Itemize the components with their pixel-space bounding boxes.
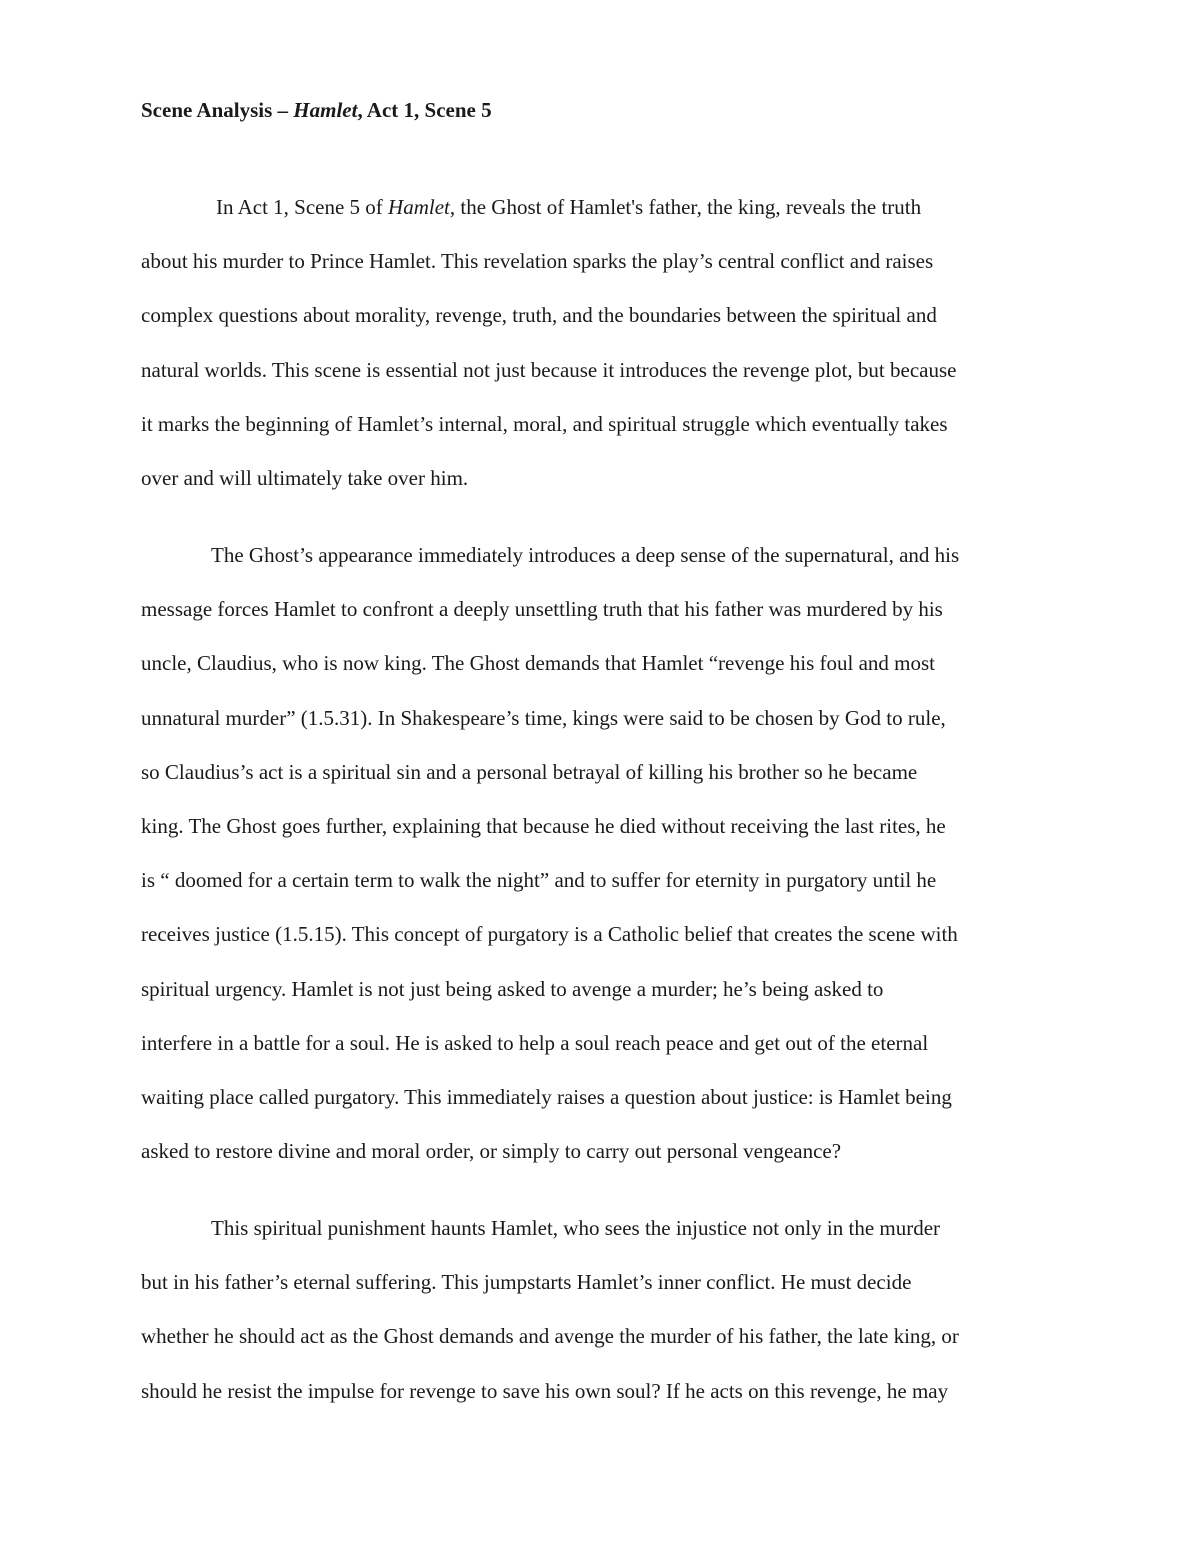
title-prefix: Scene Analysis – (141, 98, 294, 122)
paragraph-line: message forces Hamlet to confront a deeply unsettling truth that his father was murdered by his (141, 597, 943, 622)
paragraph-line: about his murder to Prince Hamlet. This revelation sparks the play’s central conflict and raises (141, 249, 934, 274)
paragraph-1 (141, 180, 1061, 505)
paragraph-line: complex questions about morality, revenge, truth, and the boundaries between the spiritual and (141, 303, 937, 328)
paragraph-line: it marks the beginning of Hamlet’s internal, moral, and spiritual struggle which eventually takes (141, 411, 948, 436)
paragraph-line: unnatural murder” (1.5.31). In Shakespeare’s time, kings were said to be chosen by God to rule, (141, 705, 946, 730)
paragraph-line: whether he should act as the Ghost demands and avenge the murder of his father, the late king, or (141, 1324, 959, 1349)
paragraph-line: In Act 1, Scene 5 of Hamlet, the Ghost of Hamlet's father, the king, reveals the truth (216, 195, 922, 219)
paragraph-line: asked to restore divine and moral order, or simply to carry out personal vengeance? (141, 1139, 842, 1164)
paragraph-3 (141, 1201, 1061, 1418)
paragraph-line: over and will ultimately take over him. (141, 466, 469, 491)
paragraph-line: interfere in a battle for a soul. He is asked to help a soul reach peace and get out of the eternal (141, 1030, 929, 1055)
paragraph-line: should he resist the impulse for revenge to save his own soul? If he acts on this revenge, he may (141, 1378, 949, 1403)
paragraph-line: uncle, Claudius, who is now king. The Ghost demands that Hamlet “revenge his foul and most (141, 651, 935, 676)
paragraph-2 (141, 528, 1061, 1178)
paragraph-line: so Claudius’s act is a spiritual sin and a personal betrayal of killing his brother so he became (141, 759, 918, 784)
paragraph-line: receives justice (1.5.15). This concept of purgatory is a Catholic belief that creates the scene with (141, 922, 958, 947)
document-title (141, 95, 492, 125)
paragraph-line: The Ghost’s appearance immediately introduces a deep sense of the supernatural, and his (211, 543, 960, 567)
paragraph-line: but in his father’s eternal suffering. This jumpstarts Hamlet’s inner conflict. He must decide (141, 1270, 912, 1295)
paragraph-line: natural worlds. This scene is essential not just because it introduces the revenge plot, but because (141, 357, 957, 382)
paragraph-line: spiritual urgency. Hamlet is not just being asked to avenge a murder; he’s being asked to (141, 976, 884, 1001)
paragraph-line: king. The Ghost goes further, explaining that because he died without receiving the last rites, he (141, 814, 946, 839)
play-name-italic: Hamlet (388, 195, 450, 219)
paragraph-line: waiting place called purgatory. This immediately raises a question about justice: is Hamlet being (141, 1085, 952, 1110)
title-play-name: Hamlet (293, 98, 358, 122)
paragraph-line: is “ doomed for a certain term to walk the night” and to suffer for eternity in purgatory until he (141, 868, 937, 893)
title-suffix: , Act 1, Scene 5 (357, 98, 492, 122)
paragraph-line: This spiritual punishment haunts Hamlet, who sees the injustice not only in the murder (211, 1216, 941, 1240)
